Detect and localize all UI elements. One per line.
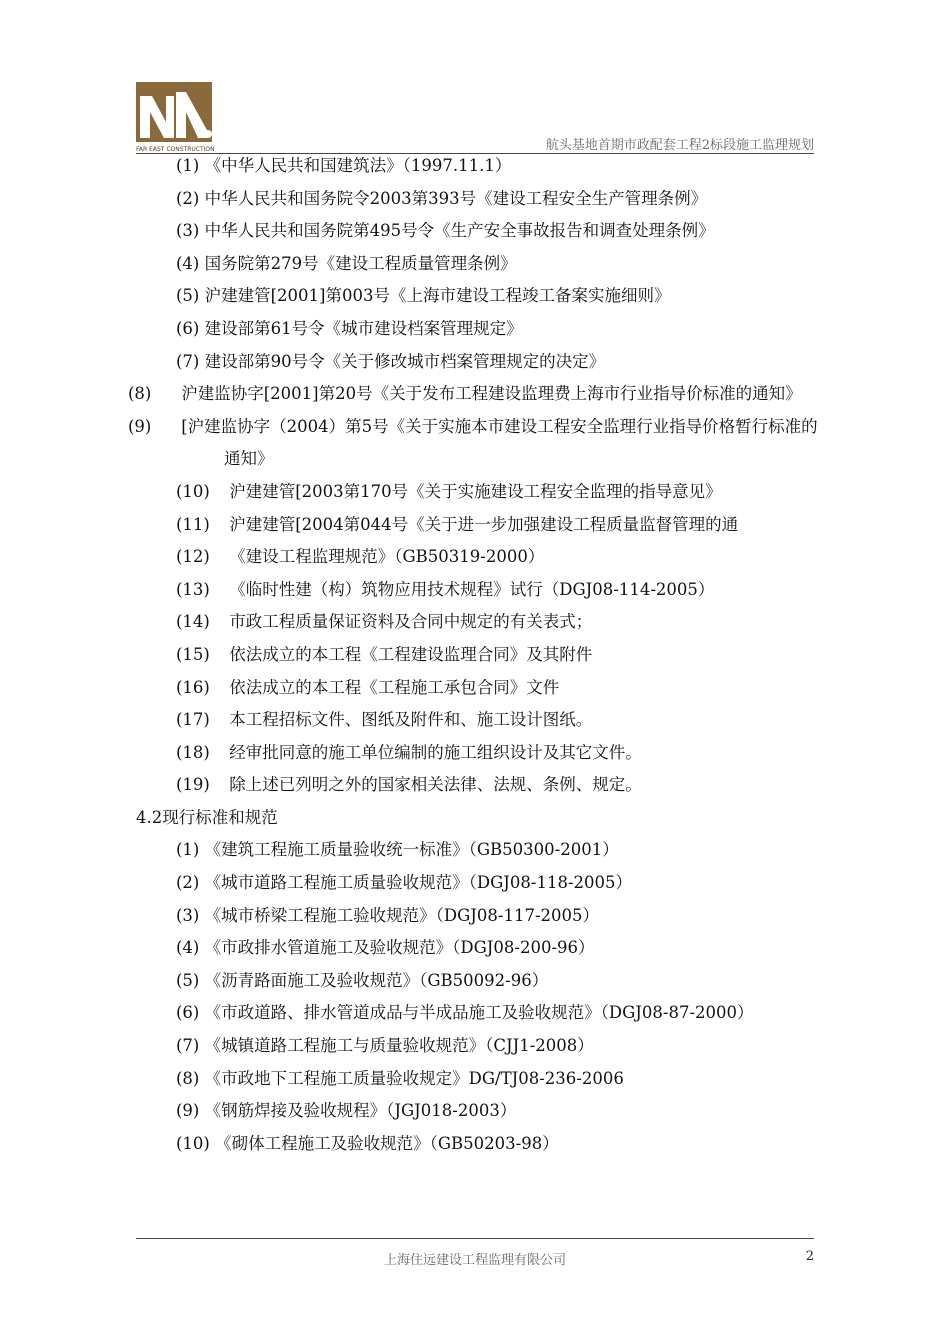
list-item — [136, 215, 826, 248]
list-item — [136, 346, 826, 379]
list-item-text: 建设部第90号令《关于修改城市档案管理规定的决定》 — [204, 351, 606, 371]
svg-text:FAR EAST CONSTRUCTION: FAR EAST CONSTRUCTION — [136, 146, 215, 153]
list-item-text: 《钢筋焊接及验收规程》（JGJ018-2003） — [204, 1101, 517, 1121]
list-item — [136, 1095, 826, 1128]
list-item: (8) 沪建监协字[2001]第20号《关于发布工程建设监理费上海市行业指导价标准的通知》 — [128, 384, 802, 404]
list-item-number: (16) — [176, 677, 210, 697]
list-item-text: 《城市道路工程施工质量验收规范》（DGJ08-118-2005） — [204, 873, 633, 893]
list-item-text: 《中华人民共和国建筑法》（1997.11.1） — [204, 156, 512, 175]
list-item: (9) [沪建监协字（2004）第5号《关于实施本市建设工程安全监理行业指导价格暂行标准的通知》 — [128, 416, 818, 469]
list-item — [136, 1128, 826, 1161]
list-item-text: 《城镇道路工程施工与质量验收规范》（CJJ1-2008） — [204, 1036, 594, 1056]
list-item-text: 《城市桥梁工程施工验收规范》（DGJ08-117-2005） — [204, 905, 600, 925]
list-item-text: 《市政排水管道施工及验收规范》（DGJ08-200-96） — [204, 938, 595, 958]
list-item-number: (15) — [176, 644, 210, 664]
list-item-text: 《市政道路、排水管道成品与半成品施工及验收规范》（DGJ08-87-2000） — [204, 1003, 754, 1023]
list-item — [136, 672, 826, 705]
list-item-number: (8) — [176, 1068, 200, 1088]
list-item-number: (1) — [176, 840, 200, 860]
list-item-text: 《市政地下工程施工质量验收规定》DG/TJ08-236-2006 — [204, 1068, 624, 1088]
list-item-number: (18) — [176, 742, 210, 762]
list-item — [136, 183, 826, 216]
footer-divider — [136, 1238, 814, 1239]
list-item — [136, 248, 826, 281]
list-item-text: 《砌体工程施工及验收规范》（GB50203-98） — [215, 1133, 559, 1153]
list-item — [136, 900, 826, 933]
list-item-text: [沪建监协字（2004）第5号《关于实施本市建设工程安全监理行业指导价格暂行标准的通知》 — [181, 416, 818, 469]
list-item-number: (4) — [176, 253, 200, 273]
list-item-text: 建设部第61号令《城市建设档案管理规定》 — [204, 318, 523, 338]
list-item-text: 沪建建管[2004第044号《关于进一步加强建设工程质量监督管理的通 — [229, 514, 739, 534]
list-item-text: 中华人民共和国务院令2003第393号《建设工程安全生产管理条例》 — [204, 188, 708, 208]
document-body — [128, 150, 826, 1160]
list-item — [136, 639, 826, 672]
list-item — [136, 1063, 826, 1096]
list-item-number: (14) — [176, 612, 210, 632]
list-item-text: 依法成立的本工程《工程施工承包合同》文件 — [229, 677, 560, 697]
list-item — [136, 867, 826, 900]
list-item-number: (19) — [176, 775, 210, 795]
list-item — [136, 932, 826, 965]
list-item-number: (7) — [176, 1036, 200, 1056]
standards-list — [136, 834, 826, 1160]
list-item-number: (12) — [176, 547, 210, 567]
list-item-number: (6) — [176, 1003, 200, 1023]
list-item — [136, 150, 826, 183]
list-item-number: (1) — [176, 156, 200, 175]
list-item — [136, 769, 826, 802]
header-title: 航头基地首期市政配套工程2标段施工监理规划 — [545, 138, 814, 153]
list-item-number: (10) — [176, 1133, 210, 1153]
footer-company: 上海住远建设工程监理有限公司 — [383, 1253, 566, 1268]
list-item — [136, 1030, 826, 1063]
list-item-text: 经审批同意的施工单位编制的施工组织设计及其它文件。 — [229, 742, 642, 762]
list-item — [136, 541, 826, 574]
list-item — [136, 965, 826, 998]
list-item-text: 《临时性建（构）筑物应用技术规程》试行（DGJ08-114-2005） — [229, 579, 715, 599]
list-item — [136, 280, 826, 313]
regulations-list — [128, 150, 826, 802]
list-item — [136, 997, 826, 1030]
list-item-number: (6) — [176, 318, 200, 338]
company-logo — [136, 82, 216, 154]
page-number: 2 — [805, 1249, 814, 1264]
list-item-text: 依法成立的本工程《工程建设监理合同》及其附件 — [229, 644, 593, 664]
list-item — [136, 737, 826, 770]
list-item-number: (11) — [176, 514, 210, 534]
list-item — [136, 476, 826, 509]
list-item — [136, 704, 826, 737]
list-item-number: (4) — [176, 938, 200, 958]
list-item — [136, 509, 826, 542]
list-item-number: (2) — [176, 873, 200, 893]
list-item-number: (5) — [176, 286, 200, 306]
list-item — [136, 574, 826, 607]
section-title: 4.2现行标准和规范 — [136, 807, 278, 827]
list-item-text: 《建设工程监理规范》（GB50319-2000） — [229, 547, 545, 567]
list-item-number: (2) — [176, 188, 200, 208]
list-item-number: (17) — [176, 710, 210, 730]
list-item-text: 沪建建管[2003第170号《关于实施建设工程安全监理的指导意见》 — [229, 481, 722, 501]
list-item-text: 沪建监协字[2001]第20号《关于发布工程建设监理费上海市行业指导价标准的通知》 — [181, 384, 802, 404]
list-item — [136, 313, 826, 346]
list-item-text: 《沥青路面施工及验收规范》（GB50092-96） — [204, 970, 549, 990]
list-item-text: 中华人民共和国务院第495号令《生产安全事故报告和调查处理条例》 — [204, 221, 715, 241]
list-item-number: (3) — [176, 221, 200, 241]
list-item-text: 市政工程质量保证资料及合同中规定的有关表式； — [229, 612, 593, 632]
list-item-text: 除上述已列明之外的国家相关法律、法规、条例、规定。 — [229, 775, 642, 795]
list-item-number: (9) — [176, 1101, 200, 1121]
list-item-number: (10) — [176, 481, 210, 501]
list-item-text: 国务院第279号《建设工程质量管理条例》 — [204, 253, 517, 273]
list-item-text: 本工程招标文件、图纸及附件和、施工设计图纸。 — [229, 710, 593, 730]
list-item-text: 《建筑工程施工质量验收统一标准》（GB50300-2001） — [204, 840, 619, 860]
list-item — [136, 606, 826, 639]
list-item-number: (3) — [176, 905, 200, 925]
list-item-text: 沪建建管[2001]第003号《上海市建设工程竣工备案实施细则》 — [204, 286, 671, 306]
list-item-number: (5) — [176, 970, 200, 990]
list-item — [136, 834, 826, 867]
list-item-number: (13) — [176, 579, 210, 599]
list-item-number: (7) — [176, 351, 200, 371]
